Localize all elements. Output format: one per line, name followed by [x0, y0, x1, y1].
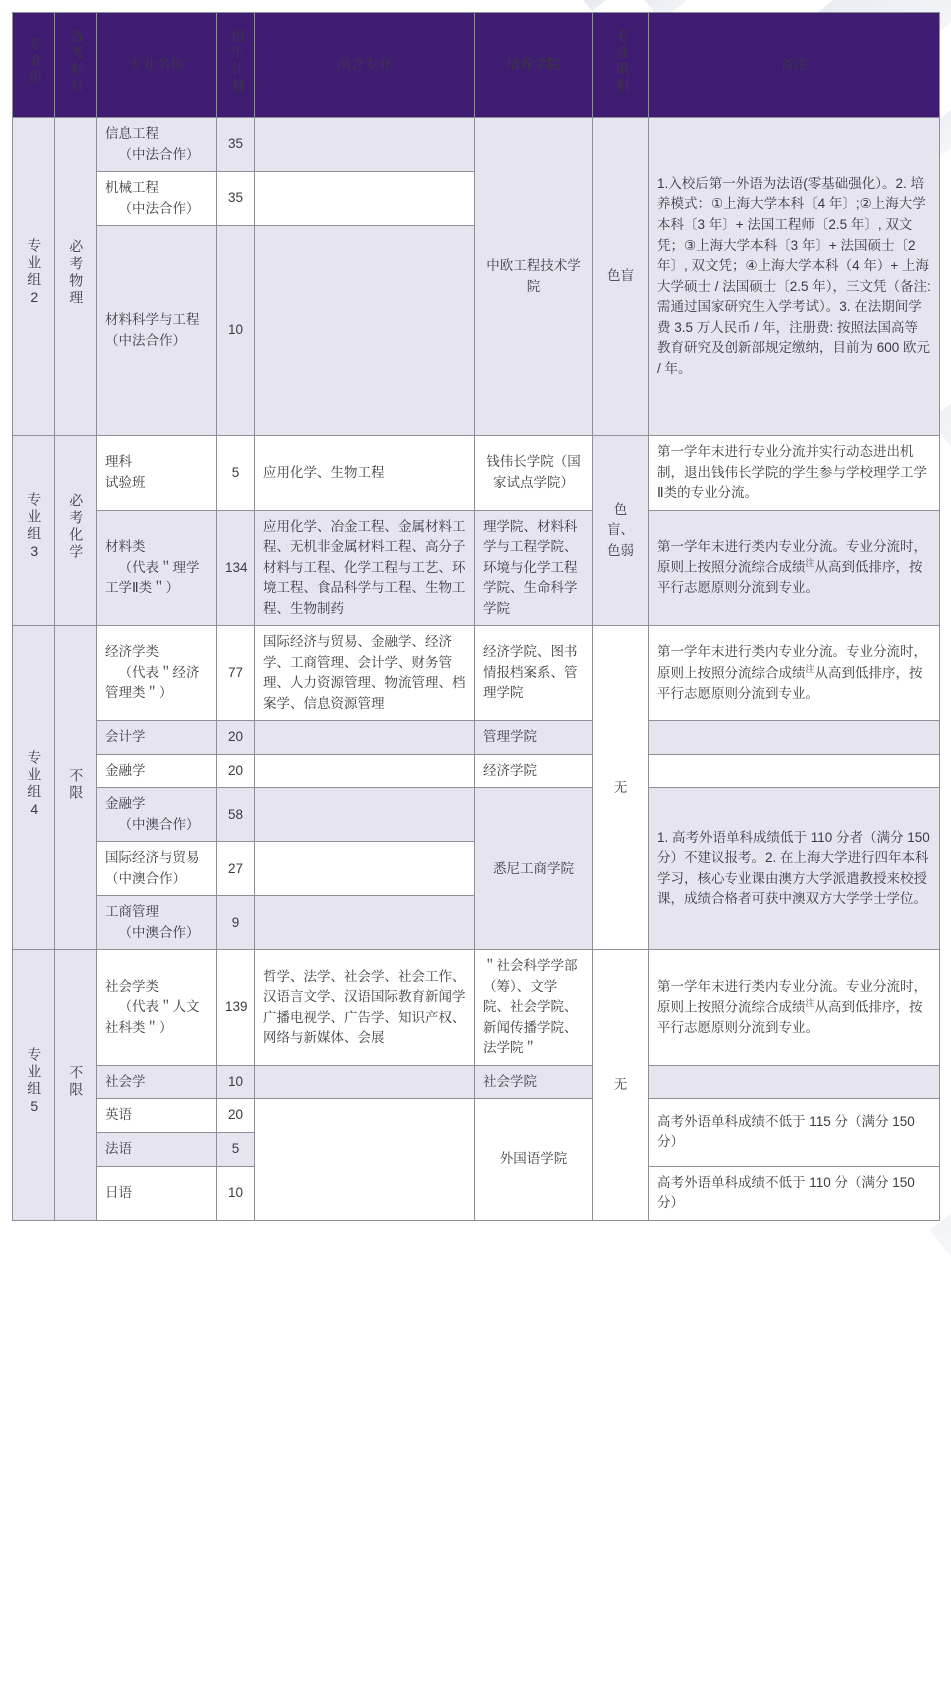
footnote-marker: 注 [805, 998, 815, 1009]
group-cell: 专业组5 [13, 950, 55, 1220]
table-row [13, 626, 940, 721]
school-cell: 钱伟长学院（国家试点学院） [475, 436, 593, 511]
major-name-cell: 材料科学与工程（中法合作） [97, 226, 217, 436]
included-majors-cell [255, 788, 475, 842]
plan-count-cell: 134 [217, 510, 255, 626]
major-name-cell: 社会学 [97, 1065, 217, 1099]
table-row [13, 1099, 940, 1133]
included-majors-cell: 应用化学、冶金工程、金属材料工程、无机非金属材料工程、高分子材料与工程、化学工程与工艺、环境工程、食品科学与工程、生物工程、生物制药 [255, 510, 475, 626]
table-header [13, 13, 940, 118]
included-majors-cell [255, 226, 475, 436]
school-cell: 理学院、材料科学与工程学院、环境与化学工程学院、生命科学学院 [475, 510, 593, 626]
major-name-cell: 工商管理 （中澳合作） [97, 896, 217, 950]
column-header-group: 专业组 [13, 13, 55, 118]
included-majors-cell [255, 754, 475, 788]
header-row [13, 13, 940, 118]
group-cell: 专业组4 [13, 626, 55, 950]
plan-count-cell: 20 [217, 721, 255, 755]
footnote-marker: 注 [805, 663, 815, 674]
plan-count-cell: 77 [217, 626, 255, 721]
table-row [13, 510, 940, 626]
remark-cell [649, 721, 940, 755]
group-cell: 专业组2 [13, 118, 55, 436]
limit-cell: 无 [593, 626, 649, 950]
major-name-cell: 机械工程 （中法合作） [97, 172, 217, 226]
column-header-major: 专业名称 [97, 13, 217, 118]
school-cell: 中欧工程技术学院 [475, 118, 593, 436]
plan-count-cell: 5 [217, 1132, 255, 1166]
included-majors-cell [255, 721, 475, 755]
remark-cell [649, 1065, 940, 1099]
school-cell: 悉尼工商学院 [475, 788, 593, 950]
remark-cell [649, 754, 940, 788]
remark-cell: 第一学年末进行类内专业分流。专业分流时，原则上按照分流综合成绩$^注$从高到低排序，按平行志愿原则分流到专业。 [649, 626, 940, 721]
column-header-subject: 选考科目 [55, 13, 97, 118]
limit-cell: 色盲、色弱 [593, 436, 649, 626]
included-majors-cell [255, 118, 475, 172]
table-row [13, 1065, 940, 1099]
table-row [13, 721, 940, 755]
footnote-marker: 注 [805, 558, 815, 569]
plan-count-cell: 35 [217, 172, 255, 226]
major-name-cell: 经济学类 （代表＂经济管理类＂） [97, 626, 217, 721]
major-name-cell: 社会学类 （代表＂人文社科类＂） [97, 950, 217, 1066]
remark-cell: 第一学年末进行类内专业分流。专业分流时，原则上按照分流综合成绩$^注$从高到低排序，按平行志愿原则分流到专业。 [649, 950, 940, 1066]
plan-count-cell: 20 [217, 1099, 255, 1133]
included-majors-cell [255, 896, 475, 950]
plan-count-cell: 5 [217, 436, 255, 511]
major-name-cell: 信息工程 （中法合作） [97, 118, 217, 172]
plan-count-cell: 10 [217, 1166, 255, 1220]
major-name-cell: 金融学 （中澳合作） [97, 788, 217, 842]
table-row [13, 950, 940, 1066]
admissions-plan-table [12, 12, 940, 1221]
major-name-cell: 国际经济与贸易（中澳合作） [97, 842, 217, 896]
remark-cell: 高考外语单科成绩不低于 110 分（满分 150 分） [649, 1166, 940, 1220]
major-name-cell: 英语 [97, 1099, 217, 1133]
column-header-limit: 专业限制 [593, 13, 649, 118]
school-cell: 经济学院、图书情报档案系、管理学院 [475, 626, 593, 721]
column-header-remark: 备注 [649, 13, 940, 118]
plan-count-cell: 9 [217, 896, 255, 950]
major-name-cell: 会计学 [97, 721, 217, 755]
plan-count-cell: 58 [217, 788, 255, 842]
included-majors-cell [255, 1099, 475, 1220]
remark-cell: 第一学年末进行专业分流并实行动态进出机制，退出钱伟长学院的学生参与学校理学工学Ⅱ类的专业分流。 [649, 436, 940, 511]
included-majors-cell [255, 1065, 475, 1099]
subject-cell: 不限 [55, 626, 97, 950]
table-body [13, 118, 940, 1221]
major-name-cell: 材料类 （代表＂理学工学Ⅱ类＂） [97, 510, 217, 626]
remark-cell: 1.入校后第一外语为法语(零基础强化）。2. 培养模式：①上海大学本科〔4 年〕;②上海大学本科〔3 年〕+ 法国工程师〔2.5 年〕, 双文凭；③上海大学本科〔3 年〕+ 法国硕士〔2 年〕, 双文凭；④上海大学本科（4 年）+ 上海大学硕士 / 法国硕士〔2.5 年），三文凭（备注: 需通过国家研究生入学考试）。3. 在法期间学费 3.5 万人民币 / 年，注册费: 按照法国高等教育研究及创新部规定缴纳，目前为 600 欧元 / 年。 [649, 118, 940, 436]
school-cell: ＂社会科学学部（筹）、文学院、社会学院、新闻传播学院、法学院＂ [475, 950, 593, 1066]
plan-count-cell: 139 [217, 950, 255, 1066]
plan-count-cell: 10 [217, 226, 255, 436]
column-header-included-majors: 所含专业 [255, 13, 475, 118]
table-row [13, 788, 940, 842]
major-name-cell: 理科 试验班 [97, 436, 217, 511]
subject-cell: 不限 [55, 950, 97, 1220]
included-majors-cell: 哲学、法学、社会学、社会工作、汉语言文学、汉语国际教育新闻学广播电视学、广告学、知识产权、网络与新媒体、会展 [255, 950, 475, 1066]
column-header-school: 培养学院 [475, 13, 593, 118]
plan-count-cell: 10 [217, 1065, 255, 1099]
school-cell: 外国语学院 [475, 1099, 593, 1220]
major-name-cell: 法语 [97, 1132, 217, 1166]
subject-cell: 必考物理 [55, 118, 97, 436]
major-name-cell: 金融学 [97, 754, 217, 788]
limit-cell: 无 [593, 950, 649, 1220]
included-majors-cell: 应用化学、生物工程 [255, 436, 475, 511]
school-cell: 管理学院 [475, 721, 593, 755]
included-majors-cell: 国际经济与贸易、金融学、经济学、工商管理、会计学、财务管理、人力资源管理、物流管理、档案学、信息资源管理 [255, 626, 475, 721]
column-header-plan: 招生计划 [217, 13, 255, 118]
table-row [13, 754, 940, 788]
remark-cell: 高考外语单科成绩不低于 115 分（满分 150 分） [649, 1099, 940, 1166]
plan-count-cell: 27 [217, 842, 255, 896]
major-name-cell: 日语 [97, 1166, 217, 1220]
subject-cell: 必考化学 [55, 436, 97, 626]
plan-count-cell: 35 [217, 118, 255, 172]
table-row [13, 118, 940, 172]
plan-count-cell: 20 [217, 754, 255, 788]
limit-cell: 色盲 [593, 118, 649, 436]
group-cell: 专业组3 [13, 436, 55, 626]
table-row [13, 436, 940, 511]
included-majors-cell [255, 842, 475, 896]
included-majors-cell [255, 172, 475, 226]
remark-cell: 1. 高考外语单科成绩低于 110 分者（满分 150 分）不建议报考。2. 在上海大学进行四年本科学习，核心专业课由澳方大学派遣教授来校授课，成绩合格者可获中澳双方大学学士学位。 [649, 788, 940, 950]
school-cell: 经济学院 [475, 754, 593, 788]
remark-cell: 第一学年末进行类内专业分流。专业分流时，原则上按照分流综合成绩$^注$从高到低排序，按平行志愿原则分流到专业。 [649, 510, 940, 626]
school-cell: 社会学院 [475, 1065, 593, 1099]
